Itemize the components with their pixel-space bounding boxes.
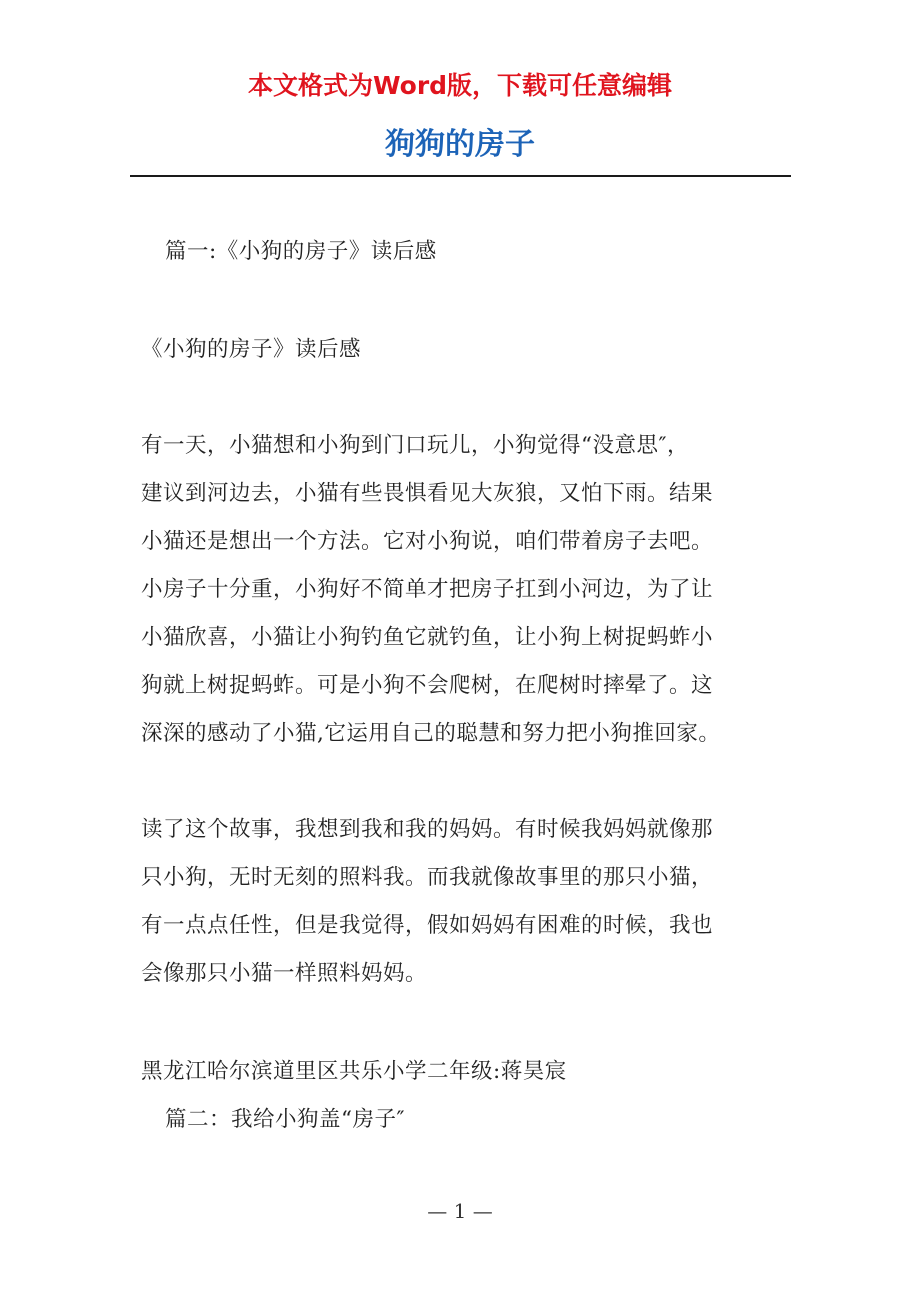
section-heading-1: 篇一:《小狗的房子》读后感 [165, 239, 437, 264]
document-title: 狗狗的房子 [385, 127, 535, 162]
paragraph-line: 建议到河边去，小猫有些畏惧看见大灰狼，又怕下雨。结果 [141, 481, 714, 506]
paragraph-line: 小猫还是想出一个方法。它对小狗说，咱们带着房子去吧。 [141, 529, 714, 554]
page-number: — 1 — [427, 1199, 493, 1223]
paragraph-line: 狗就上树捉蚂蚱。可是小狗不会爬树，在爬树时摔晕了。这 [141, 673, 714, 698]
paragraph-line: 会像那只小猫一样照料妈妈。 [141, 961, 428, 986]
paragraph-line: 只小狗，无时无刻的照料我。而我就像故事里的那只小猫， [141, 865, 714, 890]
header-divider [130, 175, 791, 177]
paragraph-line: 小猫欣喜，小猫让小狗钓鱼它就钓鱼，让小狗上树捉蚂蚱小 [141, 625, 714, 650]
download-notice: 本文格式为Word版，下载可任意编辑 [247, 71, 673, 100]
paragraph-line: 深深的感动了小猫,它运用自己的聪慧和努力把小狗推回家。 [141, 721, 721, 746]
paragraph-line: 读了这个故事，我想到我和我的妈妈。有时候我妈妈就像那 [141, 817, 714, 842]
paragraph-line: 有一点点任性，但是我觉得，假如妈妈有困难的时候，我也 [141, 913, 714, 938]
author-line: 黑龙江哈尔滨道里区共乐小学二年级:蒋昊宸 [141, 1059, 567, 1084]
section-heading-2: 篇二：我给小狗盖“房子″ [165, 1107, 406, 1132]
paragraph-line: 有一天，小猫想和小狗到门口玩儿，小狗觉得“没意思″， [141, 433, 690, 458]
paragraph-line: 小房子十分重，小狗好不简单才把房子扛到小河边，为了让 [141, 577, 714, 602]
subheading: 《小狗的房子》读后感 [141, 337, 362, 362]
